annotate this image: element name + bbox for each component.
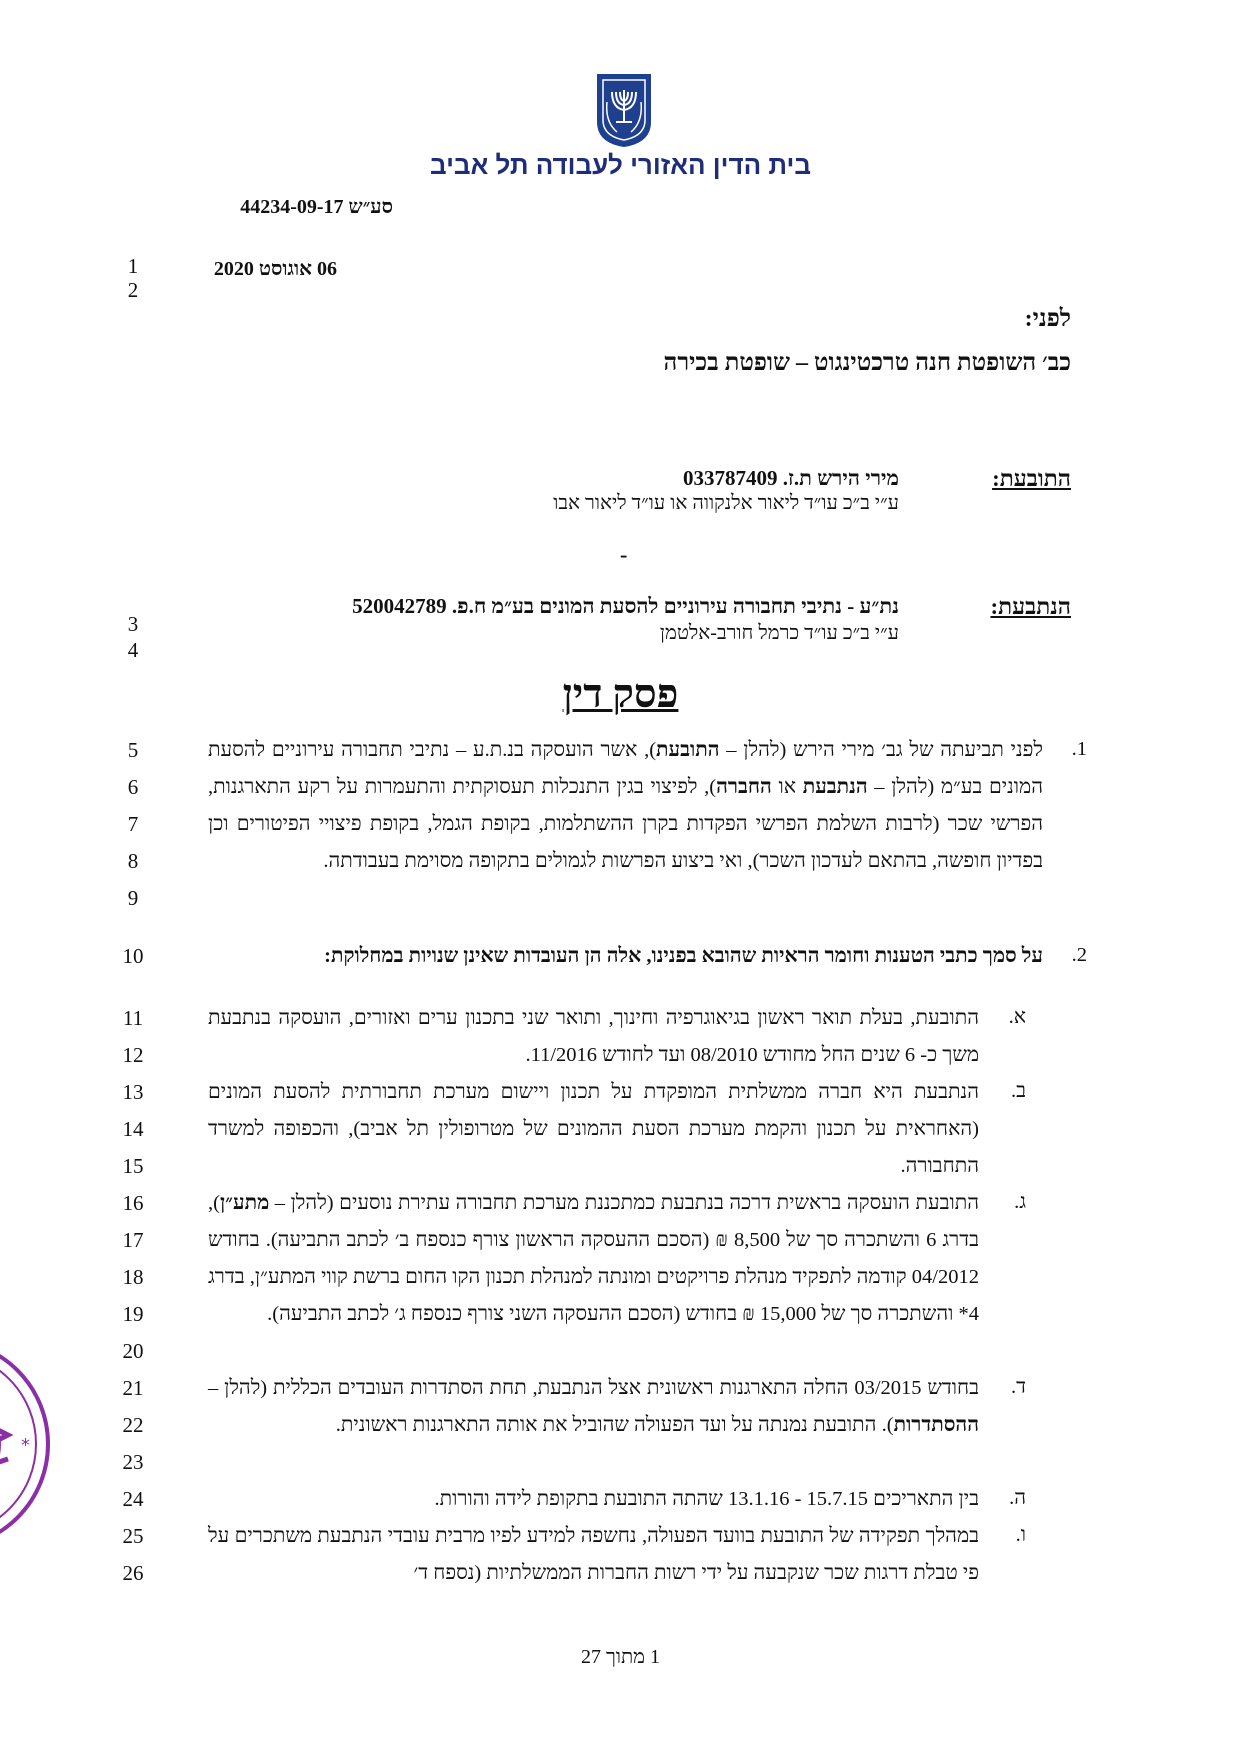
document-date: 06 אוגוסט 2020 — [213, 258, 337, 280]
item-b: הנתבעת היא חברה ממשלתית המופקדת על תכנון ויישום מערכת תחבורתית להסעת המונים (האחראית על תכנון והקמת מערכת הסעת ההמונים של מטרופולין תל אביב), והכפופה למשרד התחבורה. — [208, 1081, 979, 1177]
line-number: 15 — [122, 1154, 144, 1178]
line-number: 22 — [122, 1413, 144, 1437]
case-number: סע״ש 44234-09-17 — [240, 196, 393, 218]
party-separator: - — [620, 542, 628, 567]
item-letter: ו. — [1015, 1524, 1026, 1546]
paragraph-2: על סמך כתבי הטענות וחומר הראיות שהובא בפנינו, אלה הן העובדות שאינן שנויות במחלוקת: — [324, 945, 1043, 967]
plaintiff-label: התובעת: — [992, 466, 1071, 491]
item-a: התובעת, בעלת תואר ראשון בגיאוגרפיה וחינוך, ותואר שני בתכנון ערים ואזורים, הועסקה בנתבעת משך כ- 6 שנים החל מחודש 08/2010 ועד לחודש 11/2016. — [208, 1007, 979, 1066]
line-number: 24 — [122, 1487, 144, 1511]
defined-term: ההסתדרות — [893, 1414, 979, 1436]
item-text: ), בדרג 6 והשתכרה סך של 8,500 ₪ (הסכם ההעסקה הראשון צורף כנספח ב׳ לכתב התביעה). בחודש 04/2012 קודמה לתפקיד מנהלת פרויקטים ומונתה למנהלת תכנון הקו החום ברשת קווי המתע״ן, בדרג 4* והשתכרה סך של 15,000 ₪ בחודש (הסכם ההעסקה השני צורף כנספח ג׳ לכתב התביעה). — [208, 1192, 979, 1325]
line-number: 11 — [122, 1006, 144, 1030]
item-letter: ג. — [1014, 1191, 1026, 1213]
judge-name: כב׳ השופטת חנה טרכטינגוט – שופטת בכירה — [663, 350, 1071, 376]
line-number: 25 — [122, 1524, 144, 1548]
defined-term: החברה — [716, 776, 772, 798]
line-number: 16 — [122, 1191, 144, 1215]
line-number: 23 — [122, 1450, 144, 1474]
line-number: 26 — [122, 1561, 144, 1585]
line-number: 1 — [127, 254, 139, 278]
page-indicator: 1 מתוך 27 — [581, 1646, 660, 1668]
line-number: 21 — [122, 1376, 144, 1400]
item-d — [208, 1370, 979, 1444]
line-number: 18 — [122, 1265, 144, 1289]
item-e: בין התאריכים 15.7.15 - 13.1.16 שהתה התובעת בתקופת לידה והורות. — [434, 1488, 979, 1510]
defined-term: מתע״ן — [219, 1192, 270, 1214]
paragraph-text: לפני תביעתה של גב׳ מירי הירש (להלן – — [719, 739, 1043, 761]
document-title: פסק דין — [562, 671, 679, 716]
court-name: בית הדין האזורי לעבודה תל אביב — [429, 150, 812, 180]
line-number: 2 — [127, 278, 139, 302]
line-number: 5 — [127, 738, 139, 762]
plaintiff-counsel: ע״י ב״כ עו״ד ליאור אלנקווה או עו״ד ליאור אבו — [553, 492, 899, 514]
line-number: 3 — [127, 612, 139, 636]
item-c — [208, 1185, 979, 1333]
paragraph-1 — [208, 732, 1043, 880]
defendant-name: נת״ע - נתיבי תחבורה עירוניים להסעת המונים בע״מ ח.פ. 520042789 — [352, 594, 899, 618]
line-number: 19 — [122, 1302, 144, 1326]
item-letter: ד. — [1011, 1376, 1026, 1398]
item-f: במהלך תפקידה של התובעת בוועד הפעולה, נחשפה למידע לפיו מרבית עובדי הנתבעת משתכרים על פי טבלת דרגות שכר שנקבעה על ידי רשות החברות הממשלתיות (נספח ד׳ — [208, 1525, 979, 1584]
item-text: התובעת הועסקה בראשית דרכה בנתבעת כמתכננת מערכת תחבורה עתירת נוסעים (להלן – — [269, 1192, 979, 1214]
defined-term: הנתבעת — [802, 776, 868, 798]
line-number: 17 — [122, 1228, 144, 1252]
paragraph-number: 2. — [1071, 944, 1087, 966]
defendant-label: הנתבעת: — [990, 594, 1071, 619]
line-number: 8 — [127, 849, 139, 873]
paragraph-text: ), לפיצוי בגין התנכלות תעסוקתית והתעמרות על רקע התארגנות, הפרשי שכר (לרבות השלמת הפרשי הפקדות בקרן ההשתלמות, בקופת הגמל, בקופת פיצויי הפיטורים וכן בפדיון חופשה, בהתאם לעדכון השכר), ואי ביצוע הפרשות לגמולים בתקופה מסוימת בעבודתה. — [208, 776, 1043, 872]
state-emblem-icon — [595, 72, 653, 148]
paragraph-text: ), אשר הועסקה בנ.ת.ע – נתיבי תחבורה עירוניים להסעת המונים בע״מ (להלן – — [208, 739, 1043, 798]
line-number: 12 — [122, 1043, 144, 1067]
stamp-icon — [0, 1335, 55, 1553]
item-text: ). התובעת נמנתה על ועד הפעולה שהוביל את אותה התארגנות ראשונית. — [335, 1414, 894, 1436]
paragraph-number: 1. — [1071, 738, 1087, 760]
item-letter: ה. — [1009, 1487, 1026, 1509]
line-number: 20 — [122, 1339, 144, 1363]
line-number: 7 — [127, 812, 139, 836]
bench-label: לפני: — [1024, 306, 1071, 332]
paragraph-text: או — [771, 776, 803, 798]
defendant-counsel: ע״י ב״כ עו״ד כרמל חורב-אלטמן — [659, 622, 899, 644]
item-letter: ב. — [1010, 1080, 1026, 1102]
line-number: 14 — [122, 1117, 144, 1141]
line-number: 13 — [122, 1080, 144, 1104]
item-letter: א. — [1008, 1006, 1026, 1028]
line-number: 10 — [122, 944, 144, 968]
plaintiff-name: מירי הירש ת.ז. 033787409 — [683, 466, 899, 490]
defined-term: התובעת — [656, 739, 720, 761]
line-number: 6 — [127, 775, 139, 799]
line-number: 9 — [127, 886, 139, 910]
item-text: בחודש 03/2015 החלה התארגנות ראשונית אצל הנתבעת, תחת הסתדרות העובדים הכללית (להלן – — [208, 1377, 979, 1399]
svg-text:*: * — [21, 1435, 30, 1456]
line-number: 4 — [127, 638, 139, 662]
